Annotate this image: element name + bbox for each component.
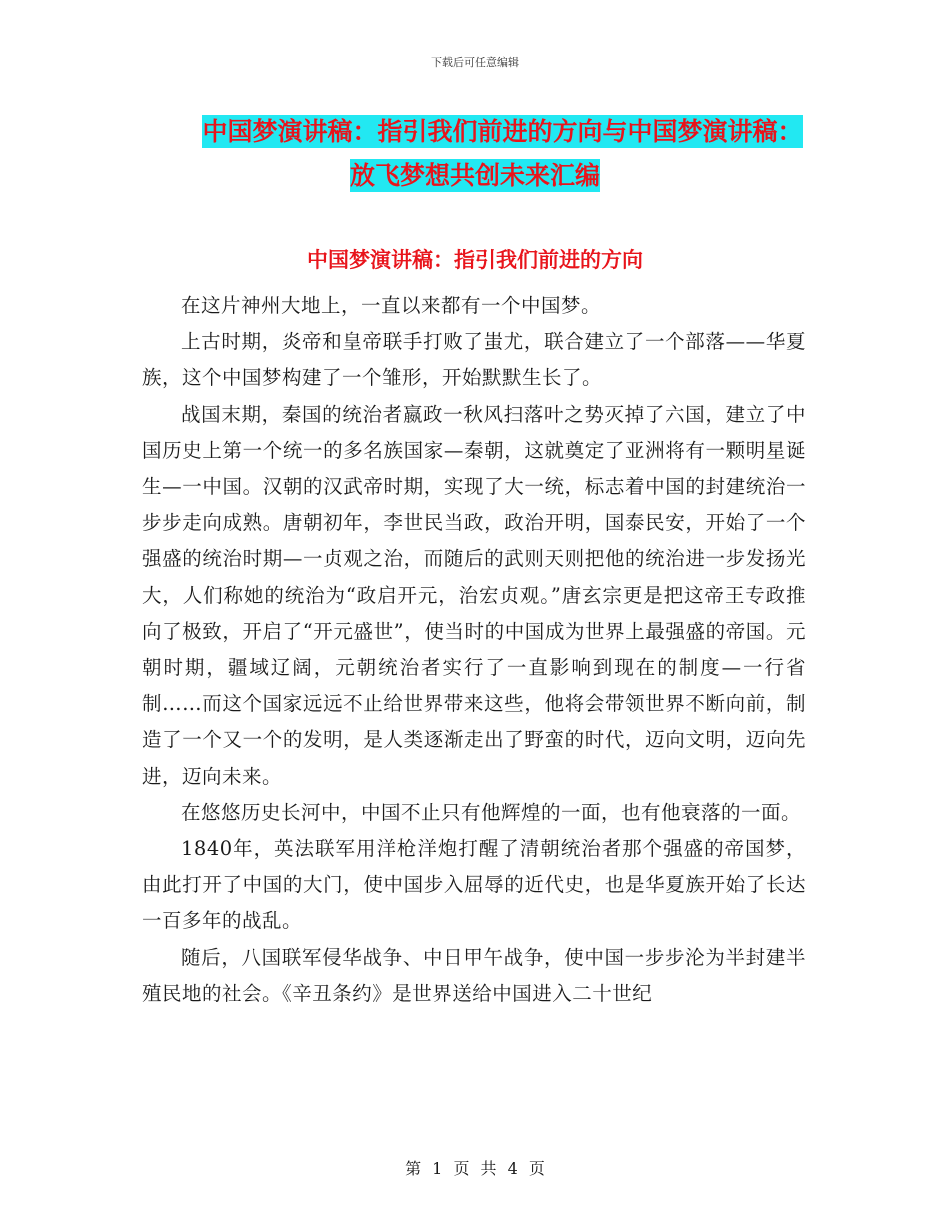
paragraph: 随后，八国联军侵华战争、中日甲午战争，使中国一步步沦为半封建半殖民地的社会。《辛丑条约》是世界送给中国进入二十世纪 (142, 945, 806, 1005)
section-title: 中国梦演讲稿：指引我们前进的方向 (307, 248, 643, 272)
document-title-line-1: 中国梦演讲稿：指引我们前进的方向与中国梦演讲稿： (202, 117, 803, 146)
header-note: 下载后可任意编辑 (431, 56, 519, 69)
document-title-line-2: 放飞梦想共创未来汇编 (349, 161, 600, 190)
page-footer: 第 1 页 共 4 页 (405, 1159, 545, 1178)
document-body (142, 288, 806, 1012)
paragraph: 在这片神州大地上，一直以来都有一个中国梦。 (181, 294, 602, 317)
document-title (0, 110, 950, 198)
paragraph: 战国末期，秦国的统治者嬴政一秋风扫落叶之势灭掉了六国，建立了中国历史上第一个统一的多名族国家—秦朝，这就奠定了亚洲将有一颗明星诞生—一中国。汉朝的汉武帝时期，实现了大一统，标志着中国的封建统治一步步走向成熟。唐朝初年，李世民当政，政治开明，国泰民安，开始了一个强盛的统治时期—一贞观之治，而随后的武则天则把他的统治进一步发扬光大，人们称她的统治为“政启开元，治宏贞观。”唐玄宗更是把这帝王专政推向了极致，开启了“开元盛世”，使当时的中国成为世界上最强盛的帝国。元朝时期，疆域辽阔，元朝统治者实行了一直影响到现在的制度—一行省制……而这个国家远远不止给世界带来这些，他将会带领世界不断向前，制造了一个又一个的发明，是人类逐渐走出了野蛮的时代，迈向文明，迈向先进，迈向未来。 (142, 402, 806, 788)
paragraph: 在悠悠历史长河中，中国不止只有他辉煌的一面，也有他衰落的一面。 (181, 800, 802, 824)
paragraph: 1840年，英法联军用洋枪洋炮打醒了清朝统治者那个强盛的帝国梦，由此打开了中国的大门，使中国步入屈辱的近代史，也是华夏族开始了长达一百多年的战乱。 (142, 837, 806, 933)
paragraph: 上古时期，炎帝和皇帝联手打败了蚩尤，联合建立了一个部落——华夏族，这个中国梦构建了一个雏形，开始默默生长了。 (142, 330, 806, 390)
